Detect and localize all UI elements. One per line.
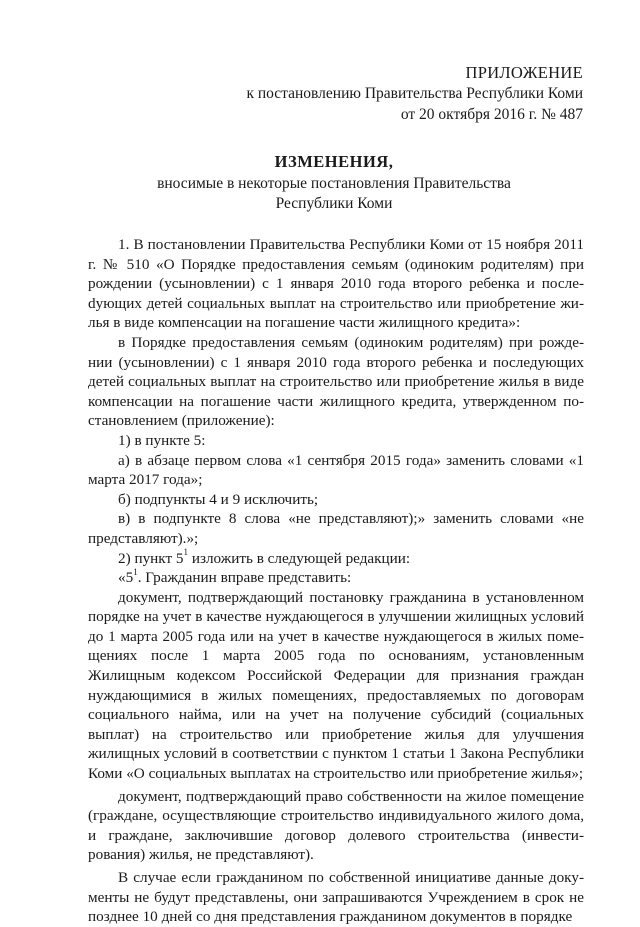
paragraph-7-superscript: 1 — [183, 547, 189, 558]
paragraph-10: документ, подтверждающий право собственности на жилое помещение (граждане, осуществляющие строительство индивидуального жилого дома, и граждане, заключившие договор долевого строительства (инвестирования) жилья, не представляют). — [88, 787, 584, 864]
paragraph-7 — [88, 549, 584, 569]
paragraph-7-post: изложить в следующей редакции: — [188, 549, 411, 567]
document-heading — [84, 152, 584, 214]
heading-subtitle-line2: Республики Коми — [275, 195, 393, 212]
paragraph-6: в) в подпункте 8 слова «не представляют);» заменить словами «не представляют).»; — [88, 510, 584, 547]
appendix-title: ПРИЛОЖЕНИЕ — [465, 63, 583, 82]
paragraph-4: а) в абзаце первом слова «1 сентября 2015 года» заменить словами «1 марта 2017 года»; — [88, 451, 584, 489]
paragraph-8-pre: «5 — [118, 569, 134, 587]
appendix-header — [246, 62, 583, 125]
paragraph-1: 1. В постановлении Правительства Республики Коми от 15 ноября 2011 г. № 510 «О Порядке предоставления семьям (одиноким родителям) при рождении (усыновлении) с 1 января 2010 года второго ребенка и послеdующих детей социальных выплат на строительство или приобретение жилья в виде компенсации на погашение части жилищного кредита»: — [88, 236, 584, 332]
document-body — [88, 235, 584, 927]
appendix-date-line: от 20 октября 2016 г. № 487 — [400, 106, 583, 123]
paragraph-5: б) подпункты 4 и 9 исключить; — [118, 490, 319, 508]
paragraph-3: 1) в пункте 5: — [118, 431, 206, 449]
page-title: ИЗМЕНЕНИЯ, — [274, 152, 394, 171]
paragraph-7-pre: 2) пункт 5 — [118, 549, 184, 567]
paragraph-8 — [88, 568, 584, 588]
heading-subtitle-line1: вносимые в некоторые постановления Правительства — [157, 175, 511, 192]
paragraph-9: документ, подтверждающий постановку гражданина в установленном порядке на учет в качестве нуждающегося в улучшении жилищных условий до 1 марта 2005 года или на учет в качестве нуждающегося в жилых помещениях после 1 марта 2005 года по основаниям, установленным Жилищным кодексом Российской Федерации для признания граждан нуждающимися в жилых помещениях, предоставляемых по договорам социального найма, или на учет на получение субсидий (социальных выплат) на строительство или приобретение жилья для улучшения жилищных условий в соответствии с пунктом 1 статьи 1 Закона Республики Коми «О социальных выплатах на строительство или приобретение жилья»; — [88, 588, 584, 783]
paragraph-8-superscript: 1 — [133, 567, 138, 578]
paragraph-2: в Порядке предоставления семьям (одиноким родителям) при рождении (усыновлении) с 1 января 2010 года второго ребенка и последующих детей социальных выплат на строительство или приобретение жилья в виде компенсации на погашение части жилищного кредита, утвержденном постановлением (приложение): — [88, 333, 584, 430]
paragraph-8-post: . Гражданин вправе представить: — [137, 569, 352, 587]
appendix-resolution-line: к постановлению Правительства Республики Коми — [246, 85, 583, 102]
paragraph-11: В случае если гражданином по собственной инициативе данные документы не будут представлены, они запрашиваются Учреждением в срок не позднее 10 дней со дня представления гражданином документов в порядке — [88, 869, 584, 926]
